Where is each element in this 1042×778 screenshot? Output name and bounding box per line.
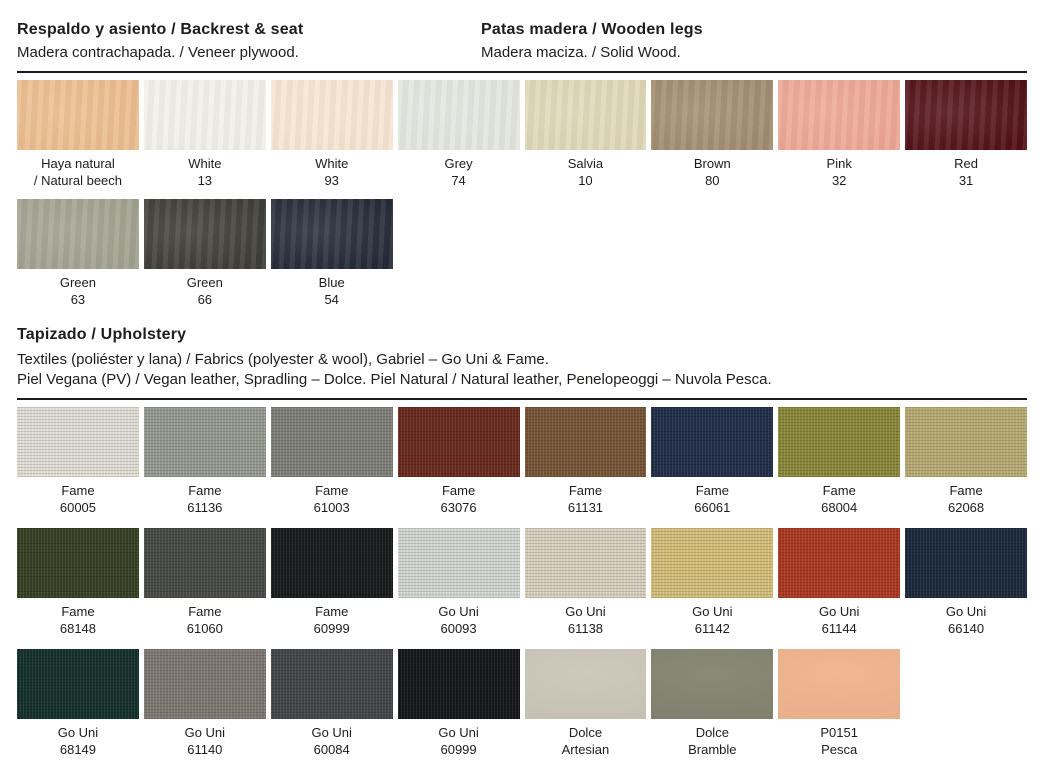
material-swatch (905, 407, 1027, 477)
material-swatch (651, 80, 773, 150)
swatch-cell (651, 649, 773, 758)
swatch-name: Fame (441, 483, 476, 498)
swatch-label (271, 274, 393, 308)
swatch-cell (271, 407, 393, 516)
upholstery-line-2: Piel Vegana (PV) / Vegan leather, Spradling – Dolce. Piel Natural / Natural leather, Penelopeoggi – Nuvola Pesca. (17, 371, 772, 388)
swatch-name: Green (59, 275, 96, 290)
backrest-seat-subtitle: Madera contrachapada. / Veneer plywood. (17, 44, 299, 61)
swatch-name: Fame (188, 483, 222, 498)
swatch-label (525, 724, 647, 758)
swatch-cell (144, 528, 266, 637)
swatch-label (651, 724, 773, 758)
swatch-code: 66061 (694, 500, 731, 515)
swatch-code: 61142 (694, 621, 730, 636)
swatch-code: 10 (578, 173, 593, 188)
upholstery-swatch-row-2 (17, 528, 1027, 637)
swatch-code: 60093 (440, 621, 477, 636)
swatch-cell (271, 649, 393, 758)
backrest-seat-header (17, 20, 481, 63)
swatch-label (525, 482, 647, 516)
material-swatch (144, 407, 266, 477)
swatch-name: Dolce (695, 725, 729, 740)
material-swatch (651, 407, 773, 477)
swatch-cell (144, 199, 266, 308)
swatch-code: 32 (831, 173, 847, 188)
swatch-label (144, 724, 266, 758)
material-swatch (271, 528, 393, 598)
wood-swatch-row-1 (17, 80, 1027, 189)
swatch-name: Fame (822, 483, 856, 498)
material-swatch (17, 407, 139, 477)
swatch-label (905, 155, 1027, 189)
swatch-code: 60005 (59, 500, 97, 515)
swatch-label (778, 603, 900, 637)
material-swatch (398, 80, 520, 150)
swatch-code: 93 (324, 173, 339, 188)
material-swatch (17, 199, 139, 269)
swatch-cell (17, 407, 139, 516)
upholstery-line-1: Textiles (poliéster y lana) / Fabrics (polyester & wool), Gabriel – Go Uni & Fame. (17, 351, 549, 368)
swatch-cell (17, 528, 139, 637)
swatch-name: Green (186, 275, 223, 290)
upholstery-swatch-row-3 (17, 649, 1027, 758)
material-swatch (905, 528, 1027, 598)
swatch-name: Go Uni (311, 725, 352, 740)
material-swatch (525, 528, 647, 598)
material-swatch (271, 649, 393, 719)
material-swatch (398, 407, 520, 477)
swatch-name: Go Uni (438, 725, 479, 740)
swatch-code: 61131 (567, 500, 604, 515)
swatch-cell (398, 528, 520, 637)
swatch-code: 74 (451, 173, 466, 188)
upholstery-section-header (17, 325, 1027, 390)
swatch-code: 66 (197, 292, 213, 307)
swatch-name: White (188, 156, 222, 171)
swatch-cell (651, 80, 773, 189)
swatch-label (905, 482, 1027, 516)
swatch-code: 31 (958, 173, 974, 188)
material-swatch (651, 649, 773, 719)
swatch-name: Brown (693, 156, 731, 171)
swatch-name: Fame (568, 483, 603, 498)
swatch-label (525, 155, 647, 189)
material-swatch (271, 199, 393, 269)
swatch-cell (17, 199, 139, 308)
swatch-code: 63076 (440, 500, 477, 515)
swatch-code: 66140 (947, 621, 985, 636)
swatch-label (651, 482, 773, 516)
swatch-cell (778, 407, 900, 516)
swatch-code: 13 (197, 173, 213, 188)
swatch-code: 68148 (59, 621, 97, 636)
swatch-label (17, 724, 139, 758)
swatch-code: 61144 (821, 621, 857, 636)
upholstery-section-divider (17, 398, 1027, 400)
swatch-name: Go Uni (692, 604, 733, 619)
swatch-code: 68149 (59, 742, 97, 757)
swatch-name: Fame (315, 604, 349, 619)
swatch-code: 60999 (440, 742, 477, 757)
material-swatch (17, 528, 139, 598)
swatch-cell (525, 528, 647, 637)
swatch-label (144, 155, 266, 189)
swatch-label (271, 155, 393, 189)
swatch-label (778, 724, 900, 758)
swatch-name: Go Uni (184, 725, 226, 740)
material-swatch (525, 407, 647, 477)
swatch-name: Fame (61, 483, 95, 498)
swatch-code: 68004 (821, 500, 858, 515)
swatch-name: Fame (188, 604, 222, 619)
wood-section-divider (17, 71, 1027, 73)
swatch-cell (525, 80, 647, 189)
swatch-cell (525, 407, 647, 516)
swatch-label (398, 603, 520, 637)
material-swatch (778, 407, 900, 477)
swatch-code: 60084 (313, 742, 350, 757)
swatch-name: Salvia (567, 156, 604, 171)
swatch-cell (651, 407, 773, 516)
swatch-name: Fame (695, 483, 729, 498)
material-swatch (144, 649, 266, 719)
upholstery-title: Tapizado / Upholstery (17, 326, 187, 343)
swatch-cell (525, 649, 647, 758)
swatch-label (398, 724, 520, 758)
swatch-label (651, 603, 773, 637)
material-swatch (17, 649, 139, 719)
swatch-label (398, 482, 520, 516)
material-swatch (525, 649, 647, 719)
swatch-label (144, 274, 266, 308)
swatch-cell (17, 80, 139, 189)
swatch-code: 61003 (313, 500, 350, 515)
swatch-name: Go Uni (945, 604, 987, 619)
swatch-code: Artesian (561, 742, 610, 757)
wood-section-header (17, 20, 1027, 63)
swatch-label (778, 482, 900, 516)
swatch-cell (398, 80, 520, 189)
material-swatch (144, 199, 266, 269)
swatch-name: Go Uni (57, 725, 99, 740)
swatch-label (17, 274, 139, 308)
swatch-code: 54 (324, 292, 339, 307)
swatch-cell (144, 407, 266, 516)
swatch-code: / Natural beech (33, 173, 123, 188)
swatch-name: Fame (61, 604, 95, 619)
swatch-label (271, 482, 393, 516)
swatch-cell (17, 649, 139, 758)
wood-swatch-row-2 (17, 199, 1027, 308)
upholstery-swatch-row-1 (17, 407, 1027, 516)
swatch-label (271, 724, 393, 758)
swatch-cell (398, 407, 520, 516)
material-swatch (525, 80, 647, 150)
material-swatch (905, 80, 1027, 150)
swatch-name: White (315, 156, 349, 171)
swatch-name: Fame (315, 483, 349, 498)
swatch-cell (398, 649, 520, 758)
swatch-label (17, 155, 139, 189)
material-swatch (778, 80, 900, 150)
swatch-cell (651, 528, 773, 637)
wooden-legs-subtitle: Madera maciza. / Solid Wood. (481, 44, 681, 61)
material-swatch (398, 528, 520, 598)
swatch-code: Pesca (821, 742, 858, 757)
swatch-name: Go Uni (565, 604, 606, 619)
material-swatch (778, 649, 900, 719)
swatch-cell (778, 649, 900, 758)
swatch-name: P0151 (820, 725, 858, 740)
swatch-code: 61060 (186, 621, 223, 636)
swatch-code: 80 (705, 173, 720, 188)
swatch-label (525, 603, 647, 637)
swatch-code: 60999 (313, 621, 350, 636)
material-swatch (651, 528, 773, 598)
swatch-code: 61140 (187, 742, 223, 757)
swatch-cell (905, 80, 1027, 189)
swatch-cell (905, 407, 1027, 516)
swatch-name: Blue (318, 275, 345, 290)
swatch-label (144, 482, 266, 516)
swatch-name: Go Uni (818, 604, 860, 619)
swatch-cell (144, 80, 266, 189)
swatch-label (905, 603, 1027, 637)
wooden-legs-title: Patas madera / Wooden legs (481, 21, 703, 38)
swatch-label (778, 155, 900, 189)
swatch-label (651, 155, 773, 189)
swatch-name: Pink (826, 156, 852, 171)
swatch-cell (144, 649, 266, 758)
swatch-name: Dolce (568, 725, 603, 740)
swatch-code: 61138 (567, 621, 604, 636)
swatch-cell (271, 528, 393, 637)
backrest-seat-title: Respaldo y asiento / Backrest & seat (17, 21, 304, 38)
swatch-label (17, 482, 139, 516)
material-swatch (778, 528, 900, 598)
material-swatch (271, 407, 393, 477)
swatch-name: Grey (444, 156, 473, 171)
swatch-code: 62068 (947, 500, 985, 515)
swatch-label (398, 155, 520, 189)
swatch-code: 61136 (187, 500, 223, 515)
material-swatch (398, 649, 520, 719)
swatch-name: Red (954, 156, 978, 171)
swatch-cell (905, 528, 1027, 637)
swatch-cell (778, 80, 900, 189)
swatch-name: Haya natural (41, 156, 115, 171)
swatch-code: Bramble (688, 742, 737, 757)
swatch-code: 63 (70, 292, 86, 307)
swatch-cell (271, 80, 393, 189)
swatch-name: Fame (949, 483, 983, 498)
swatch-cell (271, 199, 393, 308)
swatch-label (17, 603, 139, 637)
swatch-label (271, 603, 393, 637)
swatch-name: Go Uni (438, 604, 479, 619)
swatch-cell (778, 528, 900, 637)
wooden-legs-header (481, 20, 1027, 63)
material-swatch (144, 528, 266, 598)
material-swatch (144, 80, 266, 150)
material-swatch (17, 80, 139, 150)
material-swatch (271, 80, 393, 150)
swatch-label (144, 603, 266, 637)
